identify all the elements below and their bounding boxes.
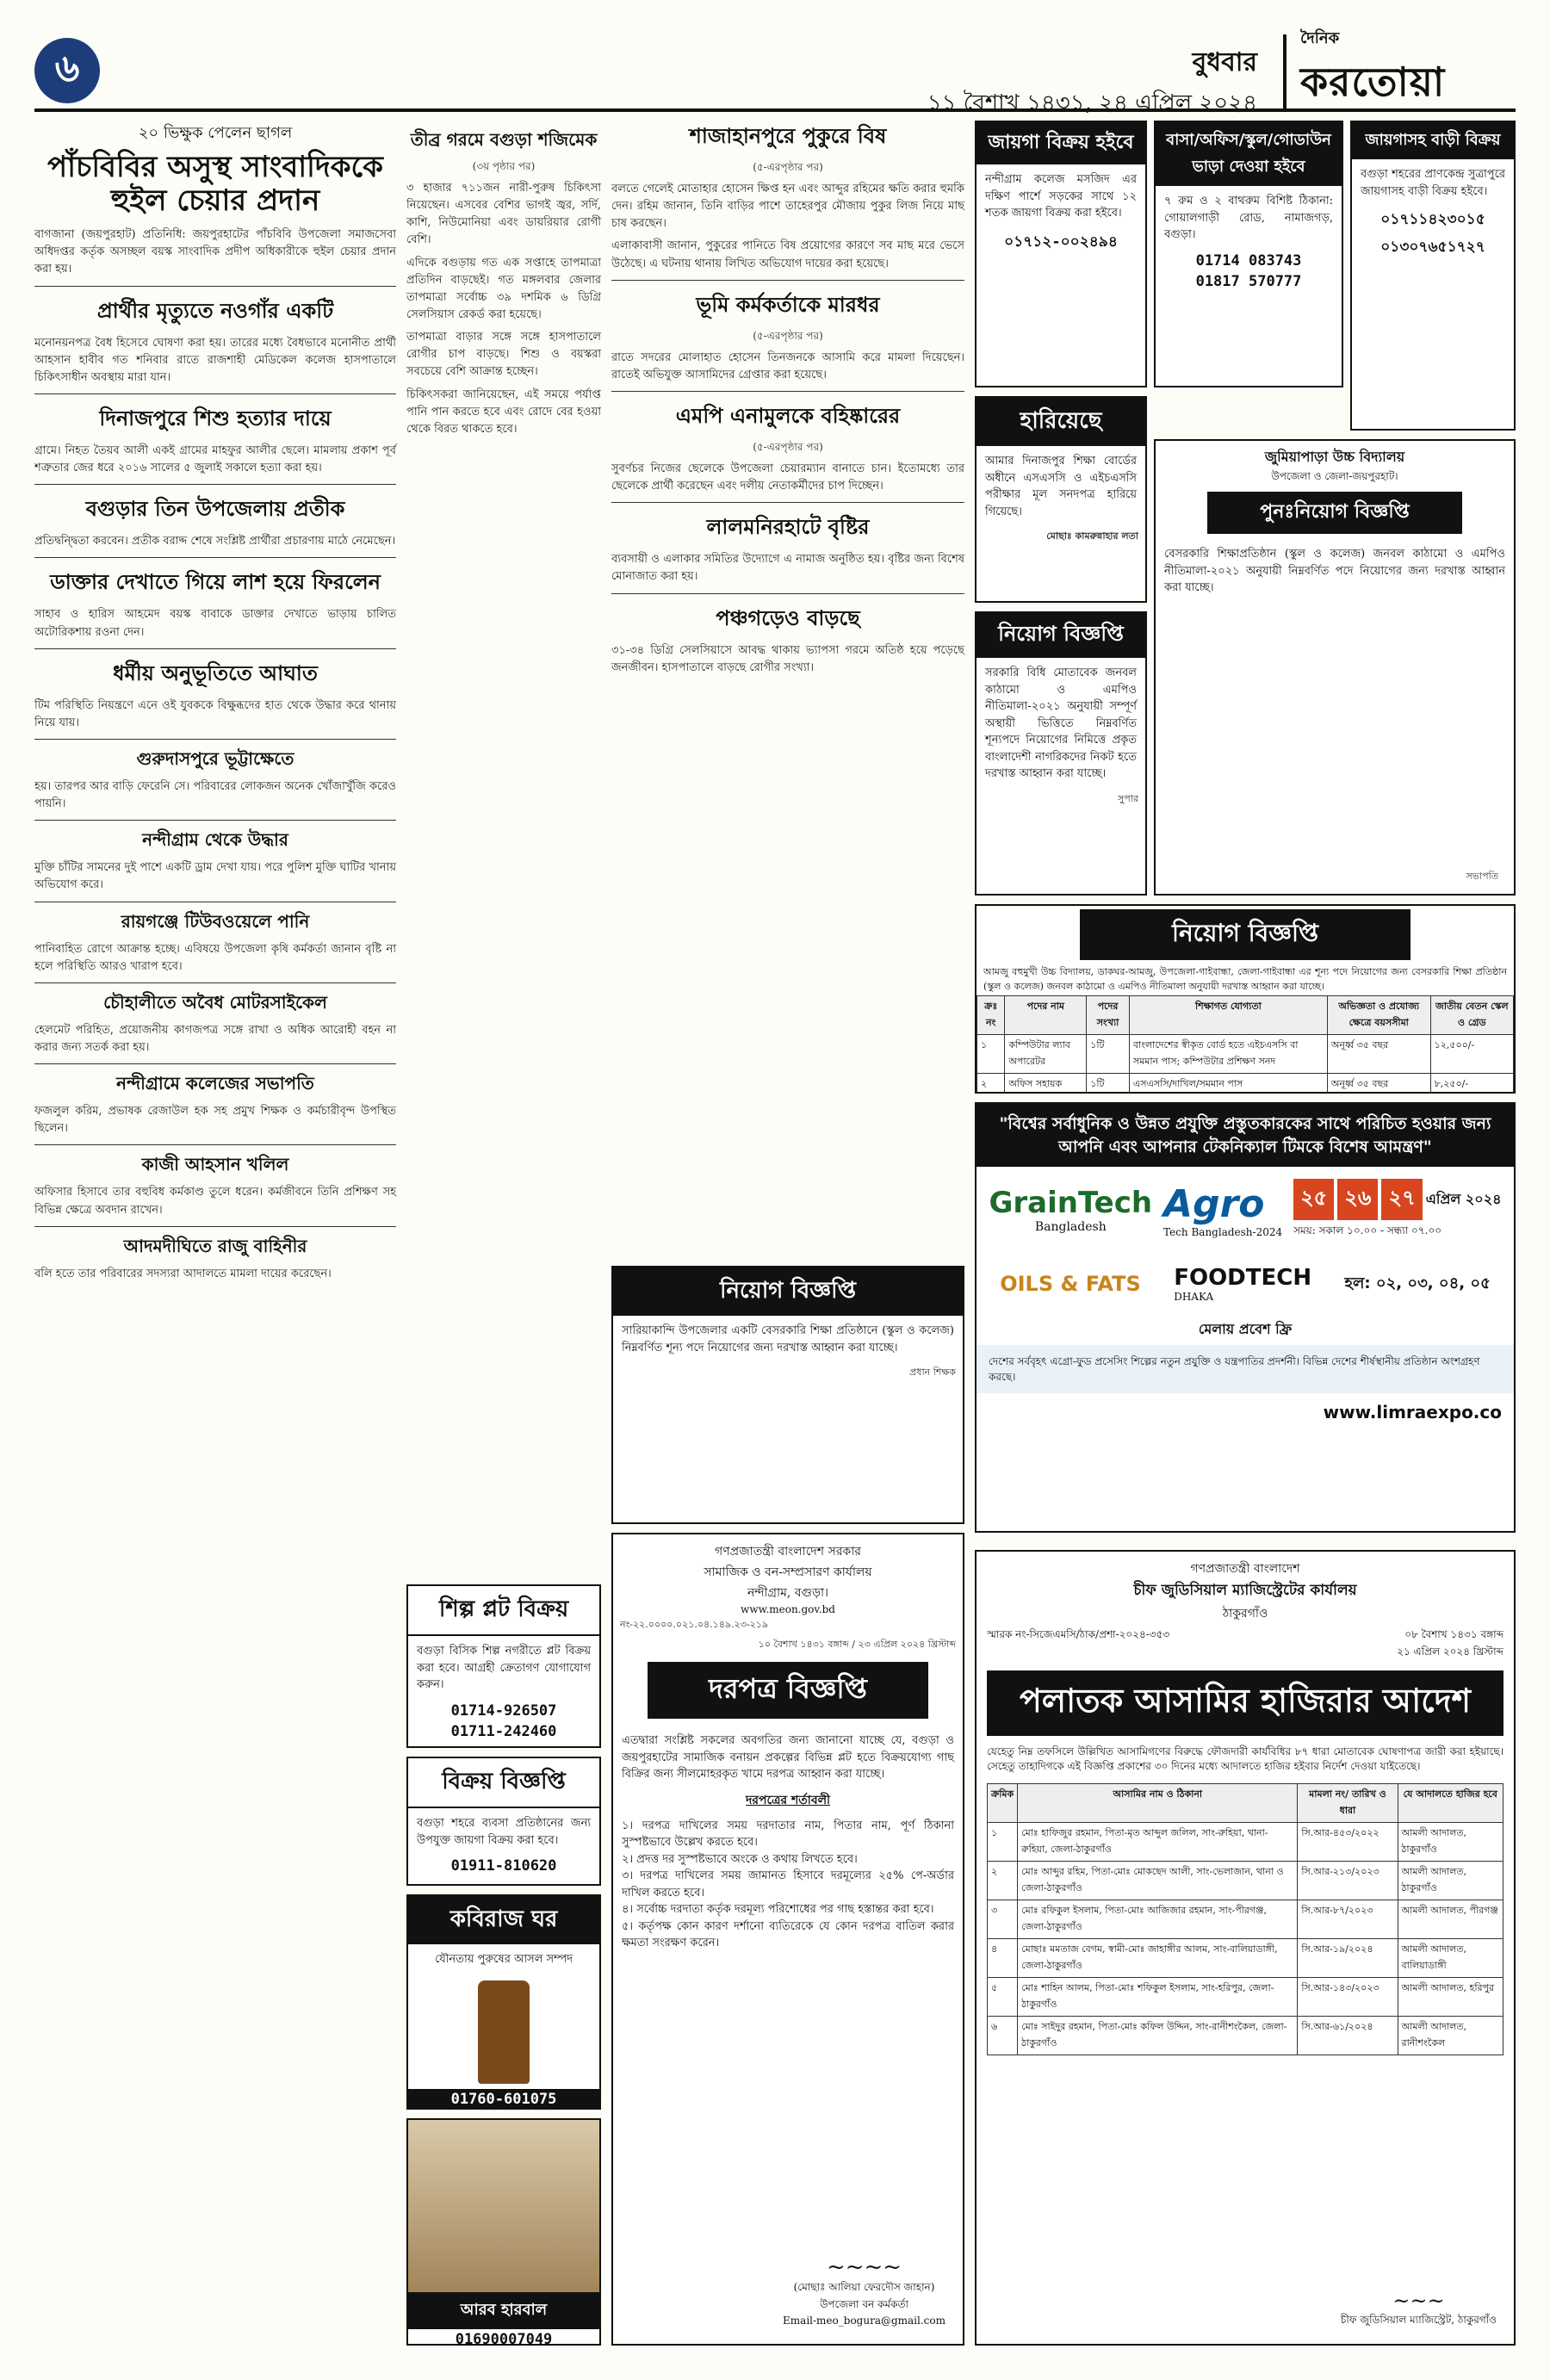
headline: দিনাজপুরে শিশু হত্যার দায়ে <box>99 406 332 431</box>
expo-advertisement <box>975 1102 1516 1533</box>
expo-time: সময়: সকাল ১০.০০ - সন্ধ্যা ০৭.০০ <box>1293 1224 1442 1237</box>
ad-phone: ০১৩০৭৬৫১৭২৭ <box>1380 239 1485 256</box>
court-meta <box>976 1624 1514 1665</box>
table-cell: অনূর্ধ্ব ৩৫ বছর <box>1327 1074 1430 1094</box>
signatory: সুপার <box>1118 792 1138 804</box>
table-cell: ১ <box>977 1035 1005 1074</box>
ad-title: বাসা/অফিস/স্কুল/গোডাউন ভাড়া দেওয়া হইবে <box>1156 122 1342 186</box>
table-row <box>988 1938 1504 1977</box>
ad-body: সারিয়াকান্দি উপজেলার একটি বেসরকারি শিক্ষা প্রতিষ্ঠানে (স্কুল ও কলেজ) নিম্নবর্ণিত শূন্য পদে নিয়োগের জন্য দরখাস্ত আহ্বান করা যাচ্ছে। <box>622 1324 954 1354</box>
ad-title: শিল্প প্লট বিক্রয় <box>408 1586 599 1636</box>
school-name: জুমিয়াপাড়া উচ্চ বিদ্যালয় <box>1264 449 1405 465</box>
headline: চৌহালীতে অবৈধ মোটরসাইকেল <box>103 991 327 1013</box>
ad-body: আমজু বহুমুখী উচ্চ বিদ্যালয়, ডাকঘর-আমজু, উপজেলা-গাইবান্ধা, জেলা-গাইবান্ধা এর শূন্য পদে নিয়োগের জন্য বেসরকারি শিক্ষা প্রতিষ্ঠান (স্কুল ও কলেজ) জনবল কাঠামো ও এমপিও নীতিমালা অনুযায়ী দরখাস্ত আহ্বান করা যাচ্ছে। <box>983 966 1507 992</box>
signer-role: উপজেলা বন কর্মকর্তা <box>820 2298 908 2310</box>
ad-title: নিয়োগ বিজ্ঞপ্তি <box>613 1267 963 1316</box>
classified-ad <box>406 1894 601 2110</box>
table-cell: ৫ <box>988 1977 1018 2016</box>
terms-title: দরপত্রের শর্তাবলী <box>745 1793 831 1807</box>
ad-phone: 01911-810620 <box>450 1857 557 1875</box>
signatory: প্রধান শিক্ষক <box>909 1367 956 1378</box>
tender-office-location: নন্দীগ্রাম, বগুড়া। <box>747 1586 829 1600</box>
tender-notice <box>611 1533 964 2346</box>
table-row <box>988 2016 1504 2055</box>
column-header: অভিজ্ঞতা ও প্রযোজ্য ক্ষেত্রে বয়সসীমা <box>1327 996 1430 1035</box>
ad-title: জায়গা বিক্রয় হইবে <box>976 122 1145 164</box>
court-gov: গণপ্রজাতন্ত্রী বাংলাদেশ <box>1190 1562 1300 1576</box>
court-place: ঠাকুরগাঁও <box>1222 1607 1268 1621</box>
paragraph: বলি হতে তার পরিবারের সদস্যরা আদালতে মামলা দায়ের করেছেন। <box>34 1267 332 1280</box>
signature-block <box>783 2254 946 2327</box>
table-row <box>988 1977 1504 2016</box>
headline: তীব্র গরমে বগুড়া শজিমেক <box>410 129 598 150</box>
expo-dates <box>1293 1179 1501 1220</box>
signer-name: (মোছাঃ আলিয়া ফেরদৌস জাহান) <box>793 2281 935 2293</box>
table-cell: আমলী আদালত, ঠাকুরগাঁও <box>1398 1822 1503 1861</box>
table-header-row <box>977 996 1514 1035</box>
headline: শাজাহানপুরে পুকুরে বিষ <box>689 124 887 148</box>
headline: লালমনিরহাটে বৃষ্টির <box>706 515 870 540</box>
signatory: মোছাঃ কামরুন্নাহার লতা <box>1046 530 1138 542</box>
ad-body: বেসরকারি শিক্ষাপ্রতিষ্ঠান (স্কুল ও কলেজ) জনবল কাঠামো ও এমপিও নীতিমালা-২০২১ অনুযায়ী নিম্নবর্ণিত পদে নিয়োগের জন্য দরখাস্ত আহ্বান করা যাচ্ছে। <box>1164 548 1505 594</box>
headline: নন্দীগ্রামে কলেজের সভাপতি <box>116 1073 314 1094</box>
foodtech-sub: DHAKA <box>1174 1291 1214 1304</box>
table-cell: এসএসসি/দাখিল/সমমান পাস <box>1129 1074 1327 1094</box>
table-row <box>977 1074 1514 1094</box>
headline: ধর্মীয় অনুভূতিতে আঘাত <box>113 660 318 685</box>
table-header-row <box>988 1783 1504 1822</box>
dateline <box>927 41 1257 123</box>
table-cell: সি.আর-৬১/২০২৪ <box>1298 2016 1398 2055</box>
agro-sub: Tech Bangladesh-2024 <box>1163 1225 1283 1238</box>
table-cell: ২ <box>988 1861 1018 1900</box>
continuation-note: (৩য় পৃষ্ঠার পর) <box>472 160 536 172</box>
foodtech-logo: FOODTECH <box>1174 1265 1312 1292</box>
headline: ডাক্তার দেখাতে গিয়ে লাশ হয়ে ফিরলেন <box>50 570 381 595</box>
signatory: সভাপতি <box>1466 871 1498 882</box>
court-office: চীফ জুডিসিয়াল ম্যাজিস্ট্রেটের কার্যালয় <box>1133 1582 1357 1599</box>
table-cell: ৪ <box>988 1938 1018 1977</box>
date-badge: ২৫ <box>1293 1179 1334 1220</box>
kicker: ২০ ভিক্ষুক পেলেন ছাগল <box>138 124 293 142</box>
table-cell: অফিস সহায়ক <box>1005 1074 1087 1094</box>
tender-website: www.meon.gov.bd <box>741 1603 835 1615</box>
table-cell: অনূর্ধ্ব ৩৫ বছর <box>1327 1035 1430 1074</box>
ad-body: এতদ্বারা সংশ্লিষ্ট সকলের অবগতির জন্য জানানো যাচ্ছে যে, বগুড়া ও জয়পুরহাটের সামাজিক বনায়ন প্রকল্পের বিভিন্ন প্লট হতে বিক্রয়যোগ্য গাছ বিক্রির জন্য সীলমোহরকৃত খামে দরপত্র আহ্বান করা যাচ্ছে। <box>622 1734 954 1781</box>
paragraph: প্রতিদ্বন্দ্বিতা করবেন। প্রতীক বরাদ্দ শেষে সংশ্লিষ্ট প্রার্থীরা প্রচারণায় মাঠে নেমেছেন। <box>34 535 396 549</box>
ad-phone: 01714-926507 <box>450 1701 557 1720</box>
continuation-note: (৫-এরপৃষ্ঠার পর) <box>753 440 823 453</box>
ad-phone: ০১৭১১৪২৩০১৫ <box>1380 211 1485 228</box>
ad-title: হারিয়েছে <box>976 398 1145 446</box>
court-notice <box>975 1550 1516 2346</box>
ad-title: জায়গাসহ বাড়ী বিক্রয় <box>1352 122 1514 159</box>
table-cell: আমলী আদালত, রানীশংকৈল <box>1398 2016 1503 2055</box>
ad-phone: 01760-601075 <box>408 2089 599 2110</box>
ad-title: দরপত্র বিজ্ঞপ্তি <box>648 1662 928 1719</box>
tender-office: সামাজিক ও বন-সম্প্রসারণ কার্যালয় <box>704 1565 872 1579</box>
table-cell: সি.আর-১৯/২০২৪ <box>1298 1938 1398 1977</box>
table-cell: ১ <box>988 1822 1018 1861</box>
table-cell: মোঃ রফিকুল ইসলাম, পিতা-মোঃ আজিজার রহমান, সাং-পীরগঞ্জ, জেলা-ঠাকুরগাঁও <box>1018 1900 1298 1938</box>
table-cell: ৬ <box>988 2016 1018 2055</box>
column-1 <box>34 121 396 1288</box>
table-cell: মোছাঃ মমতাজ বেগম, স্বামী-মোঃ জাহাঙ্গীর আলম, সাং-বালিয়াডাঙ্গী, জেলা-ঠাকুরগাঁও <box>1018 1938 1298 1977</box>
ad-title: নিয়োগ বিজ্ঞপ্তি <box>976 613 1145 658</box>
table-cell: আমলী আদালত, বালিয়াডাঙ্গী <box>1398 1938 1503 1977</box>
column-header: পদের সংখ্যা <box>1087 996 1130 1035</box>
expo-entry: মেলায় প্রবেশ ফ্রি <box>1198 1321 1293 1338</box>
expo-logos-2 <box>976 1253 1514 1315</box>
table-cell: মোঃ শাহিন আলম, পিতা-মোঃ শফিকুল ইসলাম, সাং-হরিপুর, জেলা-ঠাকুরগাঁও <box>1018 1977 1298 2016</box>
term-item: ৪। সর্বোচ্চ দরদাতা কর্তৃক দরমূল্য পরিশোধের পর গাছ হস্তান্তর করা হবে। <box>622 1903 934 1916</box>
product-image <box>408 2120 599 2292</box>
expo-month: এপ্রিল ২০২৪ <box>1425 1190 1502 1207</box>
ad-title: পুনঃনিয়োগ বিজ্ঞপ্তি <box>1207 492 1462 534</box>
paragraph: টিম পরিস্থিতি নিয়ন্ত্রণে এনে ওই যুবককে বিক্ষুব্ধদের হাত থেকে উদ্ধার করে থানায় নিয়ে যায়। <box>34 698 396 729</box>
school-notice <box>1154 439 1516 896</box>
court-signature <box>1341 2289 1497 2330</box>
table-row <box>988 1822 1504 1861</box>
column-header: আসামির নাম ও ঠিকানা <box>1018 1783 1298 1822</box>
job-notice <box>611 1266 964 1524</box>
classified-ad <box>975 121 1147 387</box>
ad-body: বগুড়া শহরের প্রাণকেন্দ্র সুত্রাপুরে জায়গাসহ বাড়ী বিক্রয় হইবে। <box>1361 168 1505 198</box>
date-badge: ২৬ <box>1337 1179 1378 1220</box>
expo-invitation: "বিশ্বের সর্বাধুনিক ও উন্নত প্রযুক্তি প্রস্তুতকারকের সাথে পরিচিত হওয়ার জন্য আপনি এবং আপনার টেকনিক্যাল টিমকে বিশেষ আমন্ত্রণ" <box>976 1104 1514 1167</box>
paragraph: গ্রামে। নিহত তৈয়ব আলী একই গ্রামের মাহফুর আলীর ছেলে। মামলায় প্রকাশ পূর্ব শত্রুতার জের ধরে ২০১৬ সালের ৫ জুলাই সকালে হত্যা করা হয়। <box>34 444 396 475</box>
column-3 <box>611 121 964 682</box>
continuation-note: (৫-এরপৃষ্ঠার পর) <box>753 329 823 342</box>
masthead <box>34 28 1516 116</box>
page-number: ৬ <box>34 38 100 103</box>
headline: বগুড়ার তিন উপজেলায় প্রতীক <box>85 497 345 522</box>
paragraph: বলতে গেলেই মোতাহার হোসেন ক্ষিপ্ত হন এবং আব্দুর রহিমের ক্ষতি করার হুমকি দেন। রহিম জানান, তিনি বাড়ির পাশে তাহেরপুর মৌজায় পুকুর লিজ নিয়ে মাছ চাষ করছেন। <box>611 183 964 231</box>
headline: পঞ্চগড়েও বাড়ছে <box>716 605 860 630</box>
headline: রায়গঞ্জে টিউবওয়েলে পানি <box>121 910 310 932</box>
paragraph: সাহাব ও হারিস আহমেদ বয়স্ক বাবাকে ডাক্তার দেখাতে ভাড়ায় চালিত অটোরিকশায় রওনা দেন। <box>34 608 396 639</box>
column-header: ক্রঃ নং <box>977 996 1005 1035</box>
lost-notice <box>975 396 1147 603</box>
table-cell: আমলী আদালত, ঠাকুরগাঁও <box>1398 1861 1503 1900</box>
signer-role: চীফ জুডিসিয়াল ম্যাজিস্ট্রেট, ঠাকুরগাঁও <box>1340 2314 1497 2326</box>
ad-title: বিক্রয় বিজ্ঞপ্তি <box>408 1758 599 1808</box>
headline: এমপি এনামুলকে বহিষ্কারের <box>675 403 901 428</box>
table-cell: সি.আর-৮৭/২০২৩ <box>1298 1900 1398 1938</box>
terms-list <box>613 1811 963 1959</box>
agro-logo: Agro <box>1163 1181 1265 1226</box>
headline: কাজী আহসান খলিল <box>141 1154 289 1175</box>
date-bangla: ০৮ বৈশাখ ১৪৩১ বঙ্গাব্দ <box>1404 1628 1504 1640</box>
paragraph: ৩১-৩৪ ডিগ্রি সেলসিয়াসে আবদ্ধ থাকায় ভ্যাপসা গরমে অতিষ্ঠ হয়ে পড়েছে জনজীবন। হাসপাতালে বাড়ছে রোগীর সংখ্যা। <box>611 643 964 674</box>
tender-ref: নং-২২.০০০০.০২১.০৪.১৪৯.২৩-২১৯ <box>620 1619 769 1630</box>
paragraph: ব্যবসায়ী ও এলাকার সমিতির উদ্যোগে এ নামাজ অনুষ্ঠিত হয়। বৃষ্টির জন্য বিশেষ মোনাজাত করা হয়। <box>611 553 964 584</box>
headline: গুরুদাসপুরে ভূট্টাক্ষেতে <box>136 748 294 770</box>
classified-ad <box>1154 121 1343 387</box>
date-english: ২১ এপ্রিল ২০২৪ খ্রিস্টাব্দ <box>1397 1646 1504 1658</box>
column-header: শিক্ষাগত যোগ্যতা <box>1129 996 1327 1035</box>
ad-phone: 01714 083743 <box>1195 251 1302 270</box>
memo-number: স্মারক নং-সিজেএমসি/ঠাক/প্রশা-২০২৪-৩৫৩ <box>987 1628 1170 1640</box>
table-cell: ১টি <box>1087 1035 1130 1074</box>
job-notice-large <box>975 904 1516 1094</box>
paragraph: ৩ হাজার ৭১১জন নারী-পুরুষ চিকিৎসা নিয়েছেন। এসবের বেশির ভাগই জ্বর, সর্দি, কাশি, নিউমোনিয়া এবং ডায়রিয়ার রোগী বেশি। <box>406 182 601 247</box>
table-cell: ৩ <box>988 1900 1018 1938</box>
ad-body: বগুড়া শহরে ব্যবসা প্রতিষ্ঠানের জন্য উপযুক্ত জায়গা বিক্রয় করা হবে। <box>417 1817 591 1847</box>
table-cell: মোঃ সাইদুর রহমান, পিতা-মোঃ কফিল উদ্দিন, সাং-রানীশংকৈল, জেলা-ঠাকুরগাঁও <box>1018 2016 1298 2055</box>
job-notice <box>975 611 1147 896</box>
paragraph: হেলমেট পরিহিত, প্রয়োজনীয় কাগজপত্র সঙ্গে রাখা ও অধিক আরোহী বহন না করার জন্য সতর্ক করা হয়। <box>34 1023 396 1054</box>
tender-date: ১০ বৈশাখ ১৪৩১ বঙ্গাব্দ / ২৩ এপ্রিল ২০২৪ খ্রিস্টাব্দ <box>758 1639 956 1650</box>
term-item: ২। প্রদত্ত দর সুস্পষ্টভাবে অংকে ও কথায় লিখতে হবে। <box>622 1852 858 1866</box>
classified-ad <box>406 2118 601 2346</box>
table-row <box>988 1861 1504 1900</box>
ad-phone: 01817 570777 <box>1195 272 1302 290</box>
table-cell: ৮,২৫০/- <box>1430 1074 1513 1094</box>
term-item: ৫। কর্তৃপক্ষ কোন কারণ দর্শানো ব্যতিরেকে যে কোন দরপত্র বাতিল করার ক্ষমতা সংরক্ষণ করেন। <box>622 1919 954 1949</box>
column-header: যে আদালতে হাজির হবে <box>1398 1783 1503 1822</box>
ad-body: নন্দীগ্রাম কলেজ মসজিদ এর দক্ষিণ পার্শে সড়কের সাথে ১২ শতক জায়গা বিক্রয় করা হইবে। <box>985 173 1137 220</box>
paragraph: তাপমাত্রা বাড়ার সঙ্গে সঙ্গে হাসপাতালে রোগীর চাপ বাড়ছে। শিশু ও বয়স্করা সবচেয়ে বেশি আক্রান্ত হচ্ছেন। <box>406 331 601 379</box>
newspaper-logo <box>1283 28 1516 108</box>
table-row <box>988 1900 1504 1938</box>
paragraph: হয়। তারপর আর বাড়ি ফেরেনি সে। পরিবারের লোকজন অনেক খোঁজাখুঁজি করেও পায়নি। <box>34 780 396 811</box>
column-header: ক্রমিক <box>988 1783 1018 1822</box>
ad-phone: 01690007049 <box>455 2331 553 2346</box>
expo-description: দেশের সর্ববৃহৎ এগ্রো-ফুড প্রসেসিং শিল্পের নতুন প্রযুক্তি ও যন্ত্রপাতির প্রদর্শনী। বিভিন্ন দেশের শীর্ষস্থানীয় প্রতিষ্ঠান অংশগ্রহণ করছে। <box>976 1345 1514 1393</box>
graintech-sub: Bangladesh <box>1034 1220 1107 1235</box>
ad-title: আরব হারবাল <box>408 2292 599 2329</box>
paragraph: ফজলুল করিম, প্রভাষক রেজাউল হক সহ প্রমুখ শিক্ষক ও কর্মচারীবৃন্দ উপস্থিত ছিলেন। <box>34 1105 396 1136</box>
ad-subtitle: যৌনতায় পুরুষের আসল সম্পদ <box>434 1953 574 1966</box>
paragraph: রাতে সদরের মোলাহাত হোসেন তিনজনকে আসামি করে মামলা দিয়েছেন। রাতেই অভিযুক্ত আসামিদের গ্রেপ্তার করা হয়েছে। <box>611 350 964 381</box>
paragraph: চিকিৎসকরা জানিয়েছেন, এই সময়ে পর্যাপ্ত পানি পান করতে হবে এবং রোদে বের হওয়া থেকে বিরত থাকতে হবে। <box>406 387 601 436</box>
headline: নন্দীগ্রাম থেকে উদ্ধার <box>142 829 288 851</box>
paragraph: পানিবাহিত রোগে আক্রান্ত হচ্ছে। এবিষয়ে উপজেলা কৃষি কর্মকর্তা জানান বৃষ্টি না হলে পরিস্থিতি আরও খারাপ হবে। <box>34 942 396 973</box>
column-header: পদের নাম <box>1005 996 1087 1035</box>
issue-day: বুধবার <box>1192 47 1257 77</box>
classified-ad <box>406 1757 601 1886</box>
ad-phone: 01711-242460 <box>450 1722 557 1740</box>
table-cell: আমলী আদালত, হরিপুর <box>1398 1977 1503 2016</box>
school-address: উপজেলা ও জেলা-জয়পুরহাট। <box>1271 470 1398 482</box>
table-cell: সি.আর-১৪৩/২০২৩ <box>1298 1977 1398 2016</box>
paragraph: অফিসার হিসাবে তার বহুবিধ কর্মকাণ্ড তুলে ধরেন। কর্মজীবনে তিনি প্রশিক্ষণ সহ বিভিন্ন ক্ষেত্রে অবদান রাখেন। <box>34 1186 396 1217</box>
column-header: মামলা নং/ তারিখ ও ধারা <box>1298 1783 1398 1822</box>
table-cell: মোঃ আব্দুর রহিম, পিতা-মোঃ মোকছেদ আলী, সাং-ভেলাজান, থানা ও জেলা-ঠাকুরগাঁও <box>1018 1861 1298 1900</box>
lead-headline: পাঁচবিবির অসুস্থ সাংবাদিককে হুইল চেয়ার প্রদান <box>47 150 383 219</box>
table-cell: ১২,৫০০/- <box>1430 1035 1513 1074</box>
table-cell: কম্পিউটার ল্যাব অপারেটর <box>1005 1035 1087 1074</box>
table-cell: ১টি <box>1087 1074 1130 1094</box>
expo-hall: হল: ০২, ০৩, ০৪, ০৫ <box>1344 1274 1491 1292</box>
table-cell: মোঃ হাফিজুর রহমান, পিতা-মৃত আব্দুল জলিল, সাং-রুহিয়া, থানা-রুহিয়া, জেলা-ঠাকুরগাঁও <box>1018 1822 1298 1861</box>
graintech-logo: GrainTech <box>989 1186 1153 1221</box>
handwritten-signature: ~~~ <box>1392 2289 1445 2313</box>
handwritten-signature: ~~~~ <box>826 2254 902 2280</box>
classified-ad <box>406 1584 601 1748</box>
ad-body: সরকারি বিধি মোতাবেক জনবল কাঠামো ও এমপিও নীতিমালা-২০২১ অনুযায়ী সম্পূর্ণ অস্থায়ী ভিত্তিতে নিম্নবর্ণিত শূন্যপদে নিয়োগের নিমিত্তে প্রকৃত বাংলাদেশী নাগরিকদের নিকট হতে দরখাস্ত আহ্বান করা যাচ্ছে। <box>985 666 1137 780</box>
brand-name: করতোয়া <box>1300 58 1446 105</box>
headline: আদমদীঘিতে রাজু বাহিনীর <box>123 1235 307 1256</box>
ad-title: নিয়োগ বিজ্ঞপ্তি <box>1080 909 1410 960</box>
paragraph: মুক্তি চাঁটির সামনের দুই পাশে একটি ড্রাম দেখা যায়। পরে পুলিশ মুক্তি ঘাটির খানায় অভিযোগ করে। <box>34 861 396 892</box>
headline: প্রার্থীর মৃত্যুতে নওগাঁর একটি <box>96 298 334 323</box>
headline: ভূমি কর্মকর্তাকে মারধর <box>696 292 880 317</box>
table-cell: সি.আর-৪৫৩/২০২২ <box>1298 1822 1398 1861</box>
expo-url: www.limraexpo.co <box>1323 1402 1502 1423</box>
expo-logos <box>976 1167 1514 1253</box>
table-cell: সি.আর-২১৩/২০২৩ <box>1298 1861 1398 1900</box>
court-banner: পলাতক আসামির হাজিরার আদেশ <box>987 1670 1504 1736</box>
continuation-note: (৫-এরপৃষ্ঠার পর) <box>753 161 823 173</box>
term-item: ৩। দরপত্র দাখিলের সময় জামানত হিসাবে দরমূল্যের ২৫% পে-অর্ডার দাখিল করতে হবে। <box>622 1869 954 1900</box>
issue-date: ১১ বৈশাখ ১৪৩১, ২৪ এপ্রিল ২০২৪ <box>927 90 1257 116</box>
signer-email: Email-meo_bogura@gmail.com <box>783 2315 946 2327</box>
column-2 <box>406 121 601 443</box>
ad-body: ৭ রুম ও ২ বাথরুম বিশিষ্ট ঠিকানা: গোয়ালগাড়ী রোড, নামাজগড়, বগুড়া। <box>1164 195 1333 241</box>
ad-title: কবিরাজ ঘর <box>408 1896 599 1944</box>
date-badge: ২৭ <box>1381 1179 1422 1220</box>
ad-phone: ০১৭১২-০০২৪৯৪ <box>1004 232 1118 251</box>
ad-body: আমার দিনাজপুর শিক্ষা বোর্ডের অধীনে এসএসসি ও এইচএসসি পরীক্ষার মূল সনদপত্র হারিয়ে গিয়েছে। <box>985 455 1137 518</box>
brand-prefix: দৈনিক <box>1300 28 1340 47</box>
table-cell: বাংলাদেশের স্বীকৃত বোর্ড হতে এইচএসসি বা সমমান পাস; কম্পিউটার প্রশিক্ষণ সনদ <box>1129 1035 1327 1074</box>
bottle-icon <box>478 1980 530 2084</box>
table-row <box>977 1035 1514 1074</box>
column-header: জাতীয় বেতন স্কেল ও গ্রেড <box>1430 996 1513 1035</box>
lead-paragraph: বাগজানা (জয়পুরহাট) প্রতিনিধি: জয়পুরহাটের পাঁচবিবি উপজেলা সমাজসেবা অধিদপ্তর কর্তৃক অসচ্ছল বয়স্ক সাংবাদিক প্রদীপ অধিকারীকে হুইল চেয়ার প্রদান করা হয়। <box>34 228 396 276</box>
paragraph: এলাকাবাসী জানান, পুকুরের পানিতে বিষ প্রয়োগের কারণে সব মাছ মরে ভেসে উঠেছে। এ ঘটনায় থানায় লিখিত অভিযোগ দায়ের করা হয়েছে। <box>611 239 964 270</box>
court-intro: যেহেতু নিম্ন তফসিলে উল্লিখিত আসামিগণের বিরুদ্ধে ফৌজদারী কার্যবিধির ৮৭ ধারা মোতাবেক ঘোষণাপত্র জারী করা হইয়াছে। সেহেতু তাহাদিগকে এই বিজ্ঞপ্তি প্রকাশের ৩০ দিনের মধ্যে আদালতে হাজির হইবার নির্দেশ দেওয়া যাইতেছে। <box>987 1745 1504 1773</box>
oils-fats-logo: OILS & FATS <box>1000 1272 1141 1297</box>
tender-gov: গণপ্রজাতন্ত্রী বাংলাদেশ সরকার <box>715 1545 861 1559</box>
paragraph: সুবর্ণচর নিজের ছেলেকে উপজেলা চেয়ারম্যান বানাতে চান। ইতোমধ্যে তার ছেলেকে প্রার্থী করেছেন এবং দলীয় নেতাকর্মীদের চাপ দিচ্ছেন। <box>611 462 964 493</box>
classified-ad <box>1350 121 1516 431</box>
table-cell: ২ <box>977 1074 1005 1094</box>
paragraph: মনোনয়নপত্র বৈধ হিসেবে ঘোষণা করা হয়। তারের মধ্যে বৈধভাবে মনোনীত প্রার্থী আহসান হাবীব গত শনিবার রাতে রাজশাহী মেডিকেল কলেজ হাসপাতালে চিকিৎসাধীন অবস্থায় মারা যান। <box>34 336 396 384</box>
job-table <box>976 995 1514 1094</box>
ad-body: বগুড়া বিসিক শিল্প নগরীতে প্লট বিক্রয় করা হবে। আগ্রহী ক্রেতাগণ যোগাযোগ করুন। <box>417 1645 591 1691</box>
paragraph: এদিকে বগুড়ায় গত এক সপ্তাহে তাপমাত্রা প্রতিদিন বাড়ছেই। গত মঙ্গলবার জেলার তাপমাত্রা সর্বোচ্চ ৩৯ দশমিক ৬ ডিগ্রি সেলসিয়াস রেকর্ড করা হয়েছে। <box>406 256 601 321</box>
table-cell: আমলী আদালত, পীরগঞ্জ <box>1398 1900 1503 1938</box>
accused-table <box>987 1783 1504 2055</box>
term-item: ১। দরপত্র দাখিলের সময় দরদাতার নাম, পিতার নাম, পূর্ণ ঠিকানা সুস্পষ্টভাবে উল্লেখ করতে হবে। <box>622 1819 954 1849</box>
